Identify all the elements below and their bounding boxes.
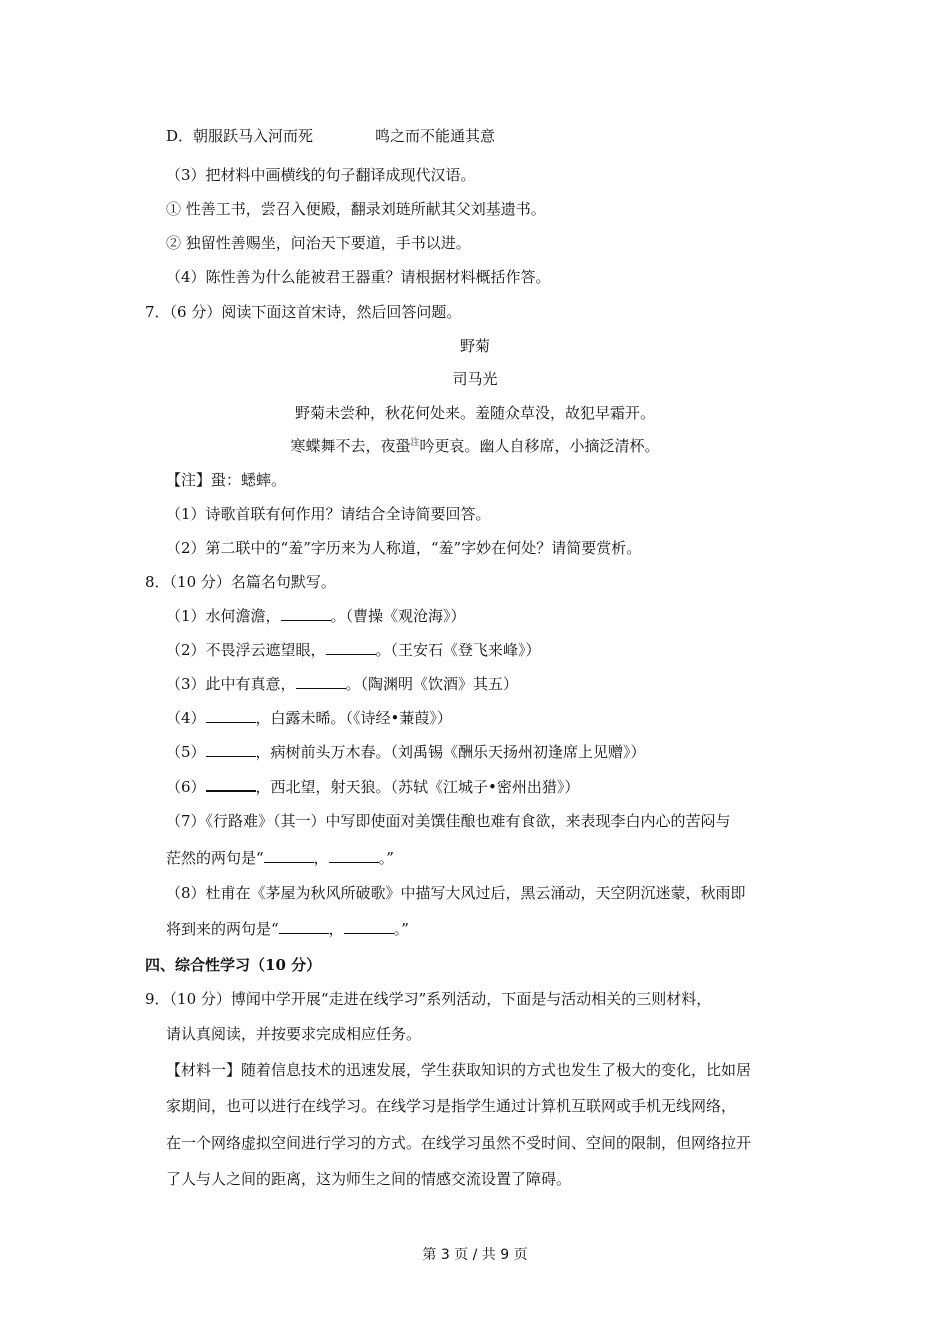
poem-line-2-b: 吟更哀。幽人自移席，小摘泛清杯。: [419, 437, 660, 455]
q8-item-2-prefix: （2）不畏浮云遮望眼，: [166, 641, 326, 659]
answer-blank[interactable]: [326, 640, 376, 655]
q8-item-5-prefix: （5）: [166, 743, 206, 761]
material-1-line-2: 家期间，也可以进行在线学习。在线学习是指学生通过计算机互联网或手机无线网络，: [166, 1097, 737, 1115]
q8-item-4-suffix: ，白露未晞。（《诗经•蒹葭》）: [255, 709, 452, 727]
poem-author: 司马光: [452, 370, 498, 388]
option-d-left: D．朝服跃马入河而死: [166, 127, 314, 145]
q8-item-4: [166, 708, 452, 728]
poem-note: 【注】蛩：蟋蟀。: [166, 471, 287, 489]
answer-blank[interactable]: [329, 848, 379, 863]
q8-item-7-line-2: [166, 848, 394, 868]
q8-item-3: [166, 674, 518, 694]
option-d-line: [166, 126, 495, 146]
material-1-line-1: [166, 1060, 751, 1080]
q6-sub4: （4）陈性善为什么能被君王器重？请根据材料概括作答。: [166, 268, 551, 286]
q6-sentence-2: ② 独留性善赐坐，问治天下要道，手书以进。: [166, 234, 471, 252]
q8-item-6-prefix: （6）: [166, 778, 206, 796]
q7-sub1: （1）诗歌首联有何作用？请结合全诗简要回答。: [166, 505, 491, 523]
q8-item-4-prefix: （4）: [166, 709, 206, 727]
q7-sub2: （2）第二联中的“羞”字历来为人称道，“羞”字妙在何处？请简要赏析。: [166, 539, 642, 557]
q6-sentence-1: ① 性善工书，尝召入便殿，翻录刘琏所献其父刘基遗书。: [166, 200, 546, 218]
q8-item-7-prefix: 茫然的两句是“: [166, 849, 264, 867]
q8-item-7-suffix: 。”: [378, 849, 394, 867]
q8-item-2-suffix: 。（王安石《登飞来峰》）: [375, 641, 541, 659]
q8-item-7-comma: ，: [313, 849, 329, 867]
answer-blank[interactable]: [281, 606, 331, 621]
q8-item-8-prefix: 将到来的两句是“: [166, 920, 279, 938]
q8-item-1: [166, 606, 466, 626]
q8-item-8-comma: ，: [328, 920, 344, 938]
q8-item-1-suffix: 。（曹操《观沧海》）: [330, 607, 466, 625]
q8-item-7-line-1: （7）《行路难》（其一）中写即使面对美馔佳酿也难有食欲，来表现李白内心的苦闷与: [166, 812, 731, 830]
q8-item-8-line-2: [166, 919, 409, 939]
poem-line-1: 野菊未尝种，秋花何处来。羞随众草没，故犯早霜开。: [294, 404, 655, 422]
note-marker: 注: [410, 438, 420, 448]
q8-stem: 8．（10 分）名篇名句默写。: [145, 573, 336, 591]
q8-item-8-line-1: （8）杜甫在《茅屋为秋风所破歌》中描写大风过后，黑云涌动，天空阴沉迷蒙，秋雨即: [166, 884, 746, 902]
q9-stem-line-1: 9．（10 分）博闻中学开展“走进在线学习”系列活动，下面是与活动相关的三则材料，: [145, 990, 712, 1008]
q8-item-8-suffix: 。”: [393, 920, 409, 938]
material-1-text: 随着信息技术的迅速发展，学生获取知识的方式也发生了极大的变化，比如居: [241, 1061, 752, 1079]
answer-blank[interactable]: [296, 674, 346, 689]
answer-blank[interactable]: [279, 919, 329, 934]
option-d-right: 鸣之而不能通其意: [375, 127, 496, 145]
q8-item-3-suffix: 。（陶渊明《饮酒》其五）: [345, 675, 519, 693]
poem-line-2-a: 寒蝶舞不去，夜蛩: [290, 437, 411, 455]
section-heading: 四、综合性学习（10 分）: [145, 956, 322, 974]
answer-blank[interactable]: [206, 776, 256, 792]
q8-item-3-prefix: （3）此中有真意，: [166, 675, 296, 693]
poem-title: 野菊: [459, 337, 490, 355]
answer-blank[interactable]: [344, 919, 394, 934]
material-1-line-4: 了人与人之间的距离，这为师生之间的情感交流设置了障碍。: [166, 1170, 572, 1188]
answer-blank[interactable]: [206, 742, 256, 757]
q7-stem: 7．（6 分）阅读下面这首宋诗，然后回答问题。: [145, 303, 462, 321]
q6-sub3: （3）把材料中画横线的句子翻译成现代汉语。: [166, 166, 476, 184]
material-1-line-3: 在一个网络虚拟空间进行学习的方式。在线学习虽然不受时间、空间的限制，但网络拉开: [166, 1134, 752, 1152]
page-number: 第 3 页 / 共 9 页: [422, 1247, 528, 1263]
answer-blank[interactable]: [264, 848, 314, 863]
q8-item-5-suffix: ，病树前头万木春。（刘禹锡《酬乐天扬州初逢席上见赠》）: [255, 743, 646, 761]
q8-item-5: [166, 742, 646, 762]
answer-blank[interactable]: [206, 708, 256, 723]
material-1-label: 【材料一】: [166, 1061, 242, 1079]
q8-item-6: [166, 776, 579, 797]
poem-line-2: [0, 436, 950, 456]
q8-item-2: [166, 640, 541, 660]
q8-item-1-prefix: （1）水何澹澹，: [166, 607, 281, 625]
q9-stem-line-2: 请认真阅读，并按要求完成相应任务。: [166, 1025, 422, 1043]
q8-item-6-suffix: ，西北望，射天狼。（苏轼《江城子•密州出猎》）: [255, 778, 580, 796]
